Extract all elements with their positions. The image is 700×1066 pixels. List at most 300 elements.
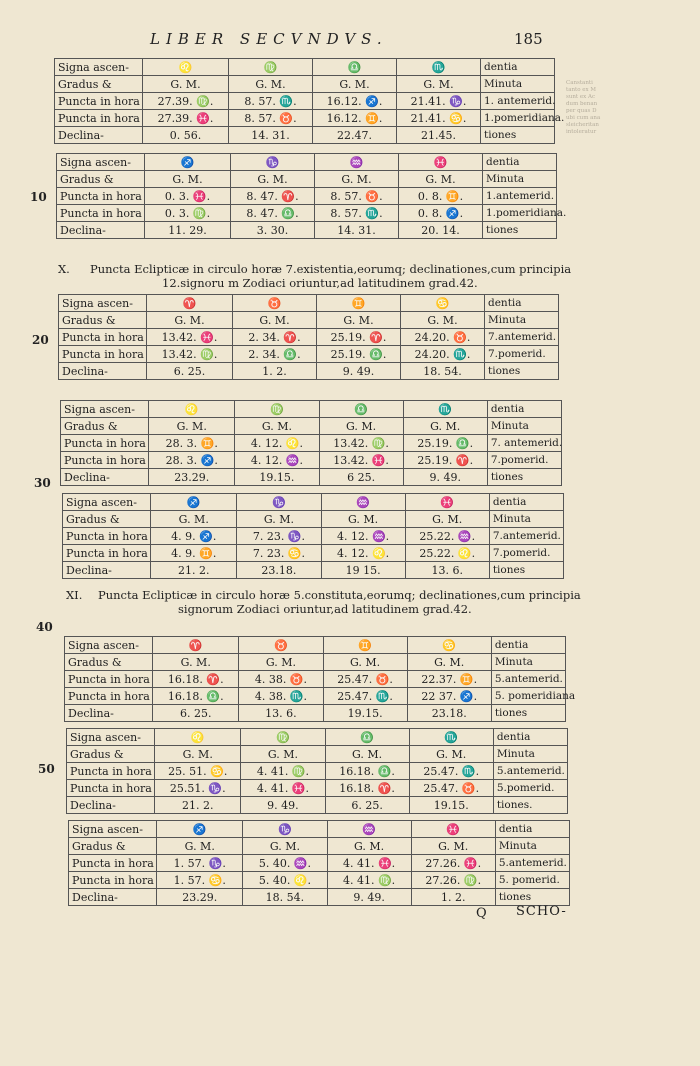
row-label: Signa ascen- <box>65 637 153 654</box>
zodiac-sign-icon: ♏ <box>397 59 481 76</box>
table-cell: 27.26. ♓. <box>411 855 495 872</box>
row-label: Puncta in hora <box>59 346 147 363</box>
zodiac-sign-icon: ♋ <box>407 637 491 654</box>
row-label-right: 5. pomerid. <box>495 872 569 889</box>
table-cell: 0. 8. ♐. <box>399 205 483 222</box>
table-cell: 4. 41. ♓. <box>241 780 325 797</box>
ephemeris-table <box>64 636 576 722</box>
row-label: Signa ascen- <box>69 821 157 838</box>
table-cell: G. M. <box>325 746 409 763</box>
section-number: XI. <box>66 588 83 602</box>
zodiac-sign-icon: ♓ <box>399 154 483 171</box>
table-cell: G. M. <box>403 418 487 435</box>
puncta-row <box>63 528 564 545</box>
section-heading-x <box>58 262 571 290</box>
row-label: Puncta in hora <box>57 188 145 205</box>
row-label: Puncta in hora <box>65 688 153 705</box>
table-cell: 7. 23. ♑. <box>237 528 321 545</box>
table-cell: G. M. <box>411 838 495 855</box>
table-cell: 9. 49. <box>327 889 411 906</box>
ephemeris-table <box>60 400 562 486</box>
table-cell: 4. 9. ♐. <box>151 528 237 545</box>
table-cell: 16.18. ♎. <box>153 688 239 705</box>
table-cell: 8. 47. ♎. <box>231 205 315 222</box>
zodiac-sign-icon: ♉ <box>239 637 323 654</box>
table-cell: 16.12. ♐. <box>313 93 397 110</box>
puncta-row <box>61 452 562 469</box>
zodiac-sign-icon: ♌ <box>143 59 229 76</box>
row-label-right: dentia <box>481 59 555 76</box>
table-cell: 25.22. ♒. <box>405 528 489 545</box>
table-cell: 19.15. <box>235 469 319 486</box>
table-cell: 4. 38. ♉. <box>239 671 323 688</box>
section-heading-xi <box>66 588 581 616</box>
table-cell: 11. 29. <box>145 222 231 239</box>
row-label-right: 7. antemerid. <box>487 435 561 452</box>
row-label: Puncta in hora <box>69 872 157 889</box>
table-cell: 13.42. ♍. <box>319 435 403 452</box>
sign-row <box>69 821 570 838</box>
table-cell: 24.20. ♏. <box>401 346 485 363</box>
table-cell: 9. 49. <box>317 363 401 380</box>
table-cell: G. M. <box>229 76 313 93</box>
declination-row <box>59 363 559 380</box>
declination-row <box>57 222 557 239</box>
row-label-right: 1.pomeridiana. <box>483 205 557 222</box>
table-cell: G. M. <box>397 76 481 93</box>
row-label-right: tiones <box>489 562 563 579</box>
zodiac-sign-icon: ♋ <box>401 295 485 312</box>
declination-row <box>67 797 568 814</box>
table-cell: 4. 12. ♒. <box>235 452 319 469</box>
table-cell: 25. 51. ♋. <box>155 763 241 780</box>
zodiac-sign-icon: ♏ <box>409 729 493 746</box>
table-cell: 25.47. ♉. <box>323 671 407 688</box>
zodiac-sign-icon: ♌ <box>149 401 235 418</box>
table-cell: 1. 57. ♋. <box>157 872 243 889</box>
table-cell: 25.51. ♑. <box>155 780 241 797</box>
margin-line-number: 10 <box>30 190 47 204</box>
gm-row <box>65 654 566 671</box>
table-cell: G. M. <box>239 654 323 671</box>
table-cell: G. M. <box>319 418 403 435</box>
table-cell: G. M. <box>149 418 235 435</box>
declination-row <box>65 705 566 722</box>
table-cell: G. M. <box>233 312 317 329</box>
table-cell: 25.47. ♏. <box>323 688 407 705</box>
zodiac-sign-icon: ♓ <box>405 494 489 511</box>
table-cell: 7. 23. ♋. <box>237 545 321 562</box>
row-label: Gradus & <box>69 838 157 855</box>
table-cell: 27.39. ♓. <box>143 110 229 127</box>
row-label-right: 5.pomerid. <box>493 780 567 797</box>
sign-row <box>57 154 557 171</box>
row-label-right: tiones <box>491 705 565 722</box>
puncta-row <box>69 872 570 889</box>
ephemeris-table <box>66 728 568 814</box>
row-label: Signa ascen- <box>55 59 143 76</box>
table-cell: G. M. <box>147 312 233 329</box>
zodiac-sign-icon: ♎ <box>313 59 397 76</box>
puncta-row <box>55 110 555 127</box>
margin-line-number: 50 <box>38 762 55 776</box>
table-cell: G. M. <box>313 76 397 93</box>
table-cell: 21.41. ♋. <box>397 110 481 127</box>
row-label: Puncta in hora <box>63 528 151 545</box>
table-cell: 23.18. <box>237 562 321 579</box>
puncta-row <box>57 188 557 205</box>
gm-row <box>55 76 555 93</box>
section-heading-line: signorum Zodiaci oriuntur,ad latitudinem grad.42. <box>178 602 472 616</box>
table-cell: G. M. <box>409 746 493 763</box>
row-label-right: tiones <box>487 469 561 486</box>
table-cell: 28. 3. ♊. <box>149 435 235 452</box>
table-cell: G. M. <box>153 654 239 671</box>
puncta-row <box>61 435 562 452</box>
row-label-right: 7.pomerid. <box>487 452 561 469</box>
zodiac-sign-icon: ♐ <box>145 154 231 171</box>
table-cell: G. M. <box>237 511 321 528</box>
table-cell: 21. 2. <box>155 797 241 814</box>
row-label-right: 5.antemerid. <box>491 671 565 688</box>
zodiac-sign-icon: ♒ <box>327 821 411 838</box>
row-label-right: tiones <box>485 363 559 380</box>
table-cell: G. M. <box>323 654 407 671</box>
table-cell: 1. 2. <box>411 889 495 906</box>
table-cell: 8. 57. ♏. <box>229 93 313 110</box>
row-label: Puncta in hora <box>69 855 157 872</box>
table-cell: 3. 30. <box>231 222 315 239</box>
zodiac-sign-icon: ♌ <box>155 729 241 746</box>
table-cell: 23.29. <box>149 469 235 486</box>
table-cell: G. M. <box>399 171 483 188</box>
table-cell: 25.47. ♏. <box>409 763 493 780</box>
puncta-row <box>67 780 568 797</box>
row-label: Signa ascen- <box>63 494 151 511</box>
declination-row <box>63 562 564 579</box>
table-cell: 2. 34. ♈. <box>233 329 317 346</box>
bleed-through-text: Canstanti tanto ex M sunt ex Ac dum benan per quas D ubi cum ana sleicheritan intoleratur <box>566 80 601 135</box>
table-cell: 4. 9. ♊. <box>151 545 237 562</box>
zodiac-sign-icon: ♏ <box>403 401 487 418</box>
table-cell: 22 37. ♐. <box>407 688 491 705</box>
table-cell: 13.42. ♍. <box>147 346 233 363</box>
running-head: LIBER SECVNDVS. <box>150 30 388 48</box>
table-cell: 13. 6. <box>405 562 489 579</box>
zodiac-sign-icon: ♎ <box>325 729 409 746</box>
gm-row <box>69 838 570 855</box>
puncta-row <box>65 671 566 688</box>
puncta-row <box>67 763 568 780</box>
table-cell: 25.19. ♈. <box>317 329 401 346</box>
ephemeris-table <box>54 58 565 144</box>
zodiac-sign-icon: ♈ <box>147 295 233 312</box>
zodiac-sign-icon: ♐ <box>151 494 237 511</box>
table-cell: 25.19. ♎. <box>317 346 401 363</box>
zodiac-sign-icon: ♍ <box>235 401 319 418</box>
table-cell: G. M. <box>315 171 399 188</box>
table-cell: 6. 25. <box>147 363 233 380</box>
table-cell: G. M. <box>145 171 231 188</box>
row-label: Puncta in hora <box>57 205 145 222</box>
row-label: Declina- <box>69 889 157 906</box>
sign-row <box>63 494 564 511</box>
table-cell: 19 15. <box>321 562 405 579</box>
row-label: Puncta in hora <box>55 110 143 127</box>
row-label: Puncta in hora <box>55 93 143 110</box>
row-label: Puncta in hora <box>61 452 149 469</box>
sign-row <box>65 637 566 654</box>
row-label-right: tiones <box>481 127 555 144</box>
table-cell: 16.12. ♊. <box>313 110 397 127</box>
table-cell: 0. 3. ♍. <box>145 205 231 222</box>
table-cell: 19.15. <box>323 705 407 722</box>
row-label-right: 5.antemerid. <box>493 763 567 780</box>
row-label: Signa ascen- <box>61 401 149 418</box>
ephemeris-table <box>56 153 567 239</box>
table-cell: 0. 56. <box>143 127 229 144</box>
margin-line-number: 20 <box>32 333 49 347</box>
sign-row <box>67 729 568 746</box>
table-cell: 20. 14. <box>399 222 483 239</box>
table-cell: 6 25. <box>319 469 403 486</box>
zodiac-sign-icon: ♈ <box>153 637 239 654</box>
row-label-right: 1.pomeridiana. <box>481 110 555 127</box>
row-label-right: Minuta <box>481 76 555 93</box>
table-cell: 23.29. <box>157 889 243 906</box>
table-cell: 16.18. ♈. <box>153 671 239 688</box>
row-label: Gradus & <box>67 746 155 763</box>
table-cell: 9. 49. <box>241 797 325 814</box>
table-cell: G. M. <box>231 171 315 188</box>
table-cell: 4. 12. ♌. <box>321 545 405 562</box>
gm-row <box>63 511 564 528</box>
table-cell: G. M. <box>401 312 485 329</box>
table-cell: 4. 41. ♓. <box>327 855 411 872</box>
table-cell: 13.42. ♓. <box>147 329 233 346</box>
zodiac-sign-icon: ♐ <box>157 821 243 838</box>
table-cell: 23.18. <box>407 705 491 722</box>
gm-row <box>67 746 568 763</box>
puncta-row <box>69 855 570 872</box>
row-label-right: Minuta <box>485 312 559 329</box>
row-label: Declina- <box>59 363 147 380</box>
ephemeris-table <box>62 493 564 579</box>
table-cell: 21.41. ♑. <box>397 93 481 110</box>
table-cell: G. M. <box>243 838 327 855</box>
sign-row <box>55 59 555 76</box>
row-label-right: Minuta <box>489 511 563 528</box>
table-cell: 8. 57. ♉. <box>229 110 313 127</box>
zodiac-sign-icon: ♊ <box>317 295 401 312</box>
table-cell: 21. 2. <box>151 562 237 579</box>
table-cell: 4. 12. ♒. <box>321 528 405 545</box>
row-label-right: 1. antemerid. <box>481 93 555 110</box>
table-cell: G. M. <box>321 511 405 528</box>
table-cell: 19.15. <box>409 797 493 814</box>
zodiac-sign-icon: ♑ <box>243 821 327 838</box>
row-label-right: dentia <box>483 154 557 171</box>
row-label: Puncta in hora <box>67 780 155 797</box>
row-label: Gradus & <box>57 171 145 188</box>
table-cell: 6. 25. <box>153 705 239 722</box>
row-label-right: dentia <box>487 401 561 418</box>
row-label-right: dentia <box>485 295 559 312</box>
gm-row <box>57 171 557 188</box>
row-label-right: 7.pomerid. <box>489 545 563 562</box>
table-cell: 8. 57. ♏. <box>315 205 399 222</box>
row-label: Signa ascen- <box>67 729 155 746</box>
zodiac-sign-icon: ♒ <box>315 154 399 171</box>
table-cell: 18. 54. <box>243 889 327 906</box>
zodiac-sign-icon: ♑ <box>231 154 315 171</box>
table-cell: 22.47. <box>313 127 397 144</box>
table-cell: 14. 31. <box>315 222 399 239</box>
table-cell: 8. 47. ♈. <box>231 188 315 205</box>
table-cell: 1. 2. <box>233 363 317 380</box>
table-cell: G. M. <box>155 746 241 763</box>
zodiac-sign-icon: ♍ <box>241 729 325 746</box>
table-cell: 4. 12. ♌. <box>235 435 319 452</box>
table-cell: 5. 40. ♌. <box>243 872 327 889</box>
puncta-row <box>59 329 559 346</box>
table-cell: 4. 41. ♍. <box>241 763 325 780</box>
row-label: Puncta in hora <box>59 329 147 346</box>
row-label: Gradus & <box>63 511 151 528</box>
margin-line-number: 30 <box>34 476 51 490</box>
table-cell: 2. 34. ♎. <box>233 346 317 363</box>
row-label-right: Minuta <box>493 746 567 763</box>
row-label-right: 7.pomerid. <box>485 346 559 363</box>
row-label-right: dentia <box>495 821 569 838</box>
table-cell: G. M. <box>157 838 243 855</box>
row-label: Signa ascen- <box>57 154 145 171</box>
row-label: Puncta in hora <box>63 545 151 562</box>
row-label-right: Minuta <box>495 838 569 855</box>
row-label: Gradus & <box>59 312 147 329</box>
table-cell: 25.47. ♉. <box>409 780 493 797</box>
catchword: SCHO- <box>516 904 567 919</box>
table-cell: 24.20. ♉. <box>401 329 485 346</box>
row-label: Puncta in hora <box>65 671 153 688</box>
zodiac-sign-icon: ♓ <box>411 821 495 838</box>
table-cell: 25.22. ♌. <box>405 545 489 562</box>
sign-row <box>59 295 559 312</box>
section-heading-line: 12.signoru m Zodiaci oriuntur,ad latitudinem grad.42. <box>162 276 478 290</box>
row-label: Declina- <box>61 469 149 486</box>
row-label: Signa ascen- <box>59 295 147 312</box>
zodiac-sign-icon: ♉ <box>233 295 317 312</box>
zodiac-sign-icon: ♎ <box>319 401 403 418</box>
row-label: Declina- <box>65 705 153 722</box>
margin-line-number: 40 <box>36 620 53 634</box>
row-label-right: tiones <box>483 222 557 239</box>
declination-row <box>61 469 562 486</box>
table-cell: 6. 25. <box>325 797 409 814</box>
gm-row <box>61 418 562 435</box>
section-heading-line: Puncta Eclipticæ in circulo horæ 5.constituta,eorumq; declinationes,cum principia <box>98 588 581 602</box>
puncta-row <box>65 688 566 705</box>
row-label-right: dentia <box>491 637 565 654</box>
row-label: Declina- <box>57 222 145 239</box>
table-cell: G. M. <box>405 511 489 528</box>
row-label-right: 5. pomeridiana <box>491 688 565 705</box>
zodiac-sign-icon: ♊ <box>323 637 407 654</box>
puncta-row <box>57 205 557 222</box>
table-cell: 0. 8. ♊. <box>399 188 483 205</box>
signature-mark: Q <box>476 906 487 921</box>
row-label-right: Minuta <box>491 654 565 671</box>
sign-row <box>61 401 562 418</box>
row-label-right: 5.antemerid. <box>495 855 569 872</box>
page-header <box>0 30 700 52</box>
row-label-right: dentia <box>489 494 563 511</box>
page-number: 185 <box>514 30 543 48</box>
gm-row <box>59 312 559 329</box>
row-label-right: Minuta <box>487 418 561 435</box>
zodiac-sign-icon: ♒ <box>321 494 405 511</box>
row-label: Gradus & <box>61 418 149 435</box>
table-cell: 27.26. ♍. <box>411 872 495 889</box>
table-cell: 25.19. ♈. <box>403 452 487 469</box>
table-cell: 13.42. ♓. <box>319 452 403 469</box>
row-label-right: dentia <box>493 729 567 746</box>
row-label: Gradus & <box>65 654 153 671</box>
table-cell: 0. 3. ♓. <box>145 188 231 205</box>
declination-row <box>55 127 555 144</box>
section-heading-line: Puncta Eclipticæ in circulo horæ 7.existentia,eorumq; declinationes,cum principia <box>90 262 572 276</box>
row-label-right: tiones. <box>493 797 567 814</box>
ephemeris-table <box>58 294 559 380</box>
row-label-right: 7.antemerid. <box>485 329 559 346</box>
zodiac-sign-icon: ♍ <box>229 59 313 76</box>
table-cell: 27.39. ♍. <box>143 93 229 110</box>
table-cell: 22.37. ♊. <box>407 671 491 688</box>
table-cell: 18. 54. <box>401 363 485 380</box>
puncta-row <box>55 93 555 110</box>
row-label: Declina- <box>67 797 155 814</box>
row-label-right: 7.antemerid. <box>489 528 563 545</box>
table-cell: G. M. <box>407 654 491 671</box>
table-cell: 21.45. <box>397 127 481 144</box>
table-cell: 16.18. ♎. <box>325 763 409 780</box>
table-cell: 14. 31. <box>229 127 313 144</box>
table-cell: G. M. <box>143 76 229 93</box>
table-cell: G. M. <box>317 312 401 329</box>
table-cell: 25.19. ♎. <box>403 435 487 452</box>
puncta-row <box>63 545 564 562</box>
table-cell: 9. 49. <box>403 469 487 486</box>
row-label-right: 1.antemerid. <box>483 188 557 205</box>
table-cell: 4. 38. ♏. <box>239 688 323 705</box>
ephemeris-table <box>68 820 570 906</box>
table-cell: 13. 6. <box>239 705 323 722</box>
section-number: X. <box>58 262 70 276</box>
table-cell: 16.18. ♈. <box>325 780 409 797</box>
row-label: Puncta in hora <box>67 763 155 780</box>
row-label: Declina- <box>55 127 143 144</box>
row-label: Puncta in hora <box>61 435 149 452</box>
table-cell: G. M. <box>327 838 411 855</box>
table-cell: 5. 40. ♒. <box>243 855 327 872</box>
row-label: Declina- <box>63 562 151 579</box>
table-cell: 4. 41. ♍. <box>327 872 411 889</box>
declination-row <box>69 889 570 906</box>
row-label: Gradus & <box>55 76 143 93</box>
table-cell: 8. 57. ♉. <box>315 188 399 205</box>
row-label-right: Minuta <box>483 171 557 188</box>
table-cell: G. M. <box>235 418 319 435</box>
